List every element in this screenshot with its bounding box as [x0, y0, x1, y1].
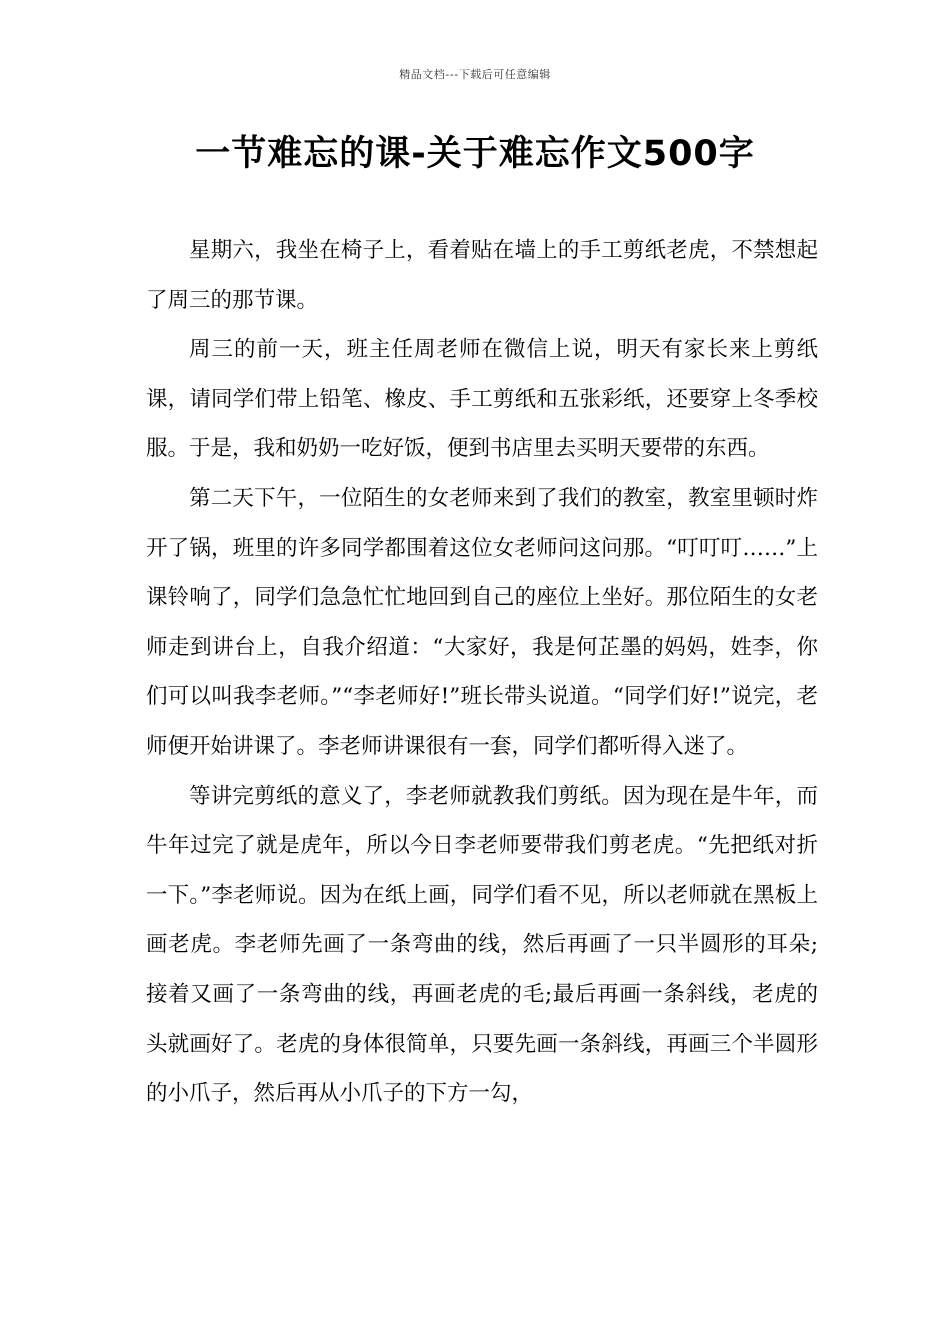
document-title: 一节难忘的课-关于难忘作文500字 — [195, 134, 755, 174]
document-body — [146, 226, 818, 1119]
paragraph-2: 周三的前一天，班主任周老师在微信上说，明天有家长来上剪纸课，请同学们带上铅笔、橡皮、手工剪纸和五张彩纸，还要穿上冬季校服。于是，我和奶奶一吃好饭，便到书店里去买明天要带的东西。 — [146, 337, 818, 462]
paragraph-4: 等讲完剪纸的意义了，李老师就教我们剪纸。因为现在是牛年，而牛年过完了就是虎年，所以今日李老师要带我们剪老虎。“先把纸对折一下。”李老师说。因为在纸上画，同学们看不见，所以老师就在黑板上画老虎。李老师先画了一条弯曲的线，然后再画了一只半圆形的耳朵;接着又画了一条弯曲的线，再画老虎的毛;最后再画一条斜线，老虎的头就画好了。老虎的身体很简单，只要先画一条斜线，再画三个半圆形的小爪子，然后再从小爪子的下方一勾， — [146, 783, 818, 1107]
header-note: 精品文档---下载后可任意编辑 — [399, 68, 551, 81]
paragraph-1: 星期六，我坐在椅子上，看着贴在墙上的手工剪纸老虎，不禁想起了周三的那节课。 — [146, 238, 818, 313]
paragraph-3: 第二天下午，一位陌生的女老师来到了我们的教室，教室里顿时炸开了锅，班里的许多同学都围着这位女老师问这问那。“叮叮叮……”上课铃响了，同学们急急忙忙地回到自己的座位上坐好。那位陌生的女老师走到讲台上，自我介绍道：“大家好，我是何芷墨的妈妈，姓李，你们可以叫我李老师。”“李老师好!”班长带头说道。“同学们好!”说完，老师便开始讲课了。李老师讲课很有一套，同学们都听得入迷了。 — [146, 485, 818, 759]
